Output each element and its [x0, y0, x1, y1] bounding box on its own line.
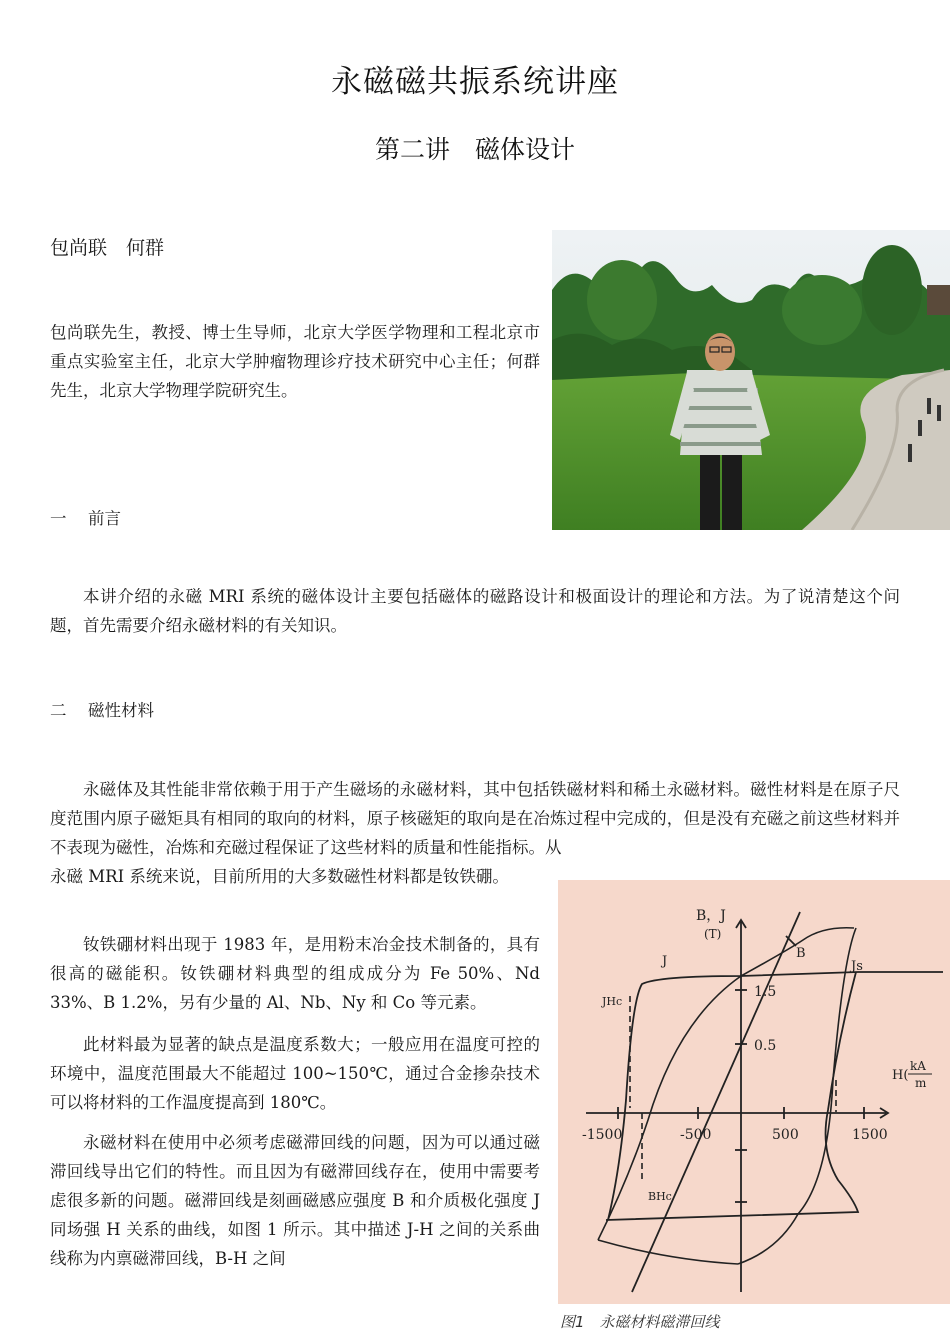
materials-paragraph-3: 此材料最为显著的缺点是温度系数大；一般应用在温度可控的环境中，温度范围最大不能超过 100~150℃，通过合金掺杂技术可以将材料的工作温度提高到 180℃。 — [50, 1035, 540, 1112]
x-tick-label: 1500 — [852, 1127, 888, 1143]
figure-caption: 图1 永磁材料磁滞回线 — [560, 1313, 720, 1331]
section-number: 一 — [50, 509, 67, 528]
author-bio: 包尚联先生，教授、博士生导师，北京大学医学物理和工程北京市重点实验室主任，北京大学肿瘤物理诊疗技术研究中心主任；何群先生，北京大学物理学院研究生。 — [50, 323, 540, 400]
section-title: 磁性材料 — [88, 701, 154, 720]
x-tick-label: 500 — [772, 1127, 799, 1143]
y-axis-unit: (T) — [704, 927, 722, 941]
hysteresis-figure — [558, 880, 950, 1304]
curve-label-b: B — [796, 946, 806, 961]
materials-paragraph-2: 钕铁硼材料出现于 1983 年，是用粉末冶金技术制备的，具有很高的磁能积。钕铁硼材料典型的组成成分为 Fe 50%、Nd 33%、B 1.2%，另有少量的 Al、Nb、Ny 和 Co 等元素。 — [50, 935, 540, 1012]
x-axis-label: H( — [892, 1068, 909, 1083]
y-tick-label: 1.5 — [754, 984, 777, 1000]
curve-label-bhc: BHc — [648, 1190, 672, 1203]
curve-label-j: J — [662, 954, 668, 969]
lecture-subtitle: 第二讲 磁体设计 — [374, 135, 575, 164]
x-tick-label: -500 — [680, 1127, 712, 1143]
author-photo — [552, 230, 950, 530]
section-number: 二 — [50, 701, 67, 720]
intro-paragraph: 本讲介绍的永磁 MRI 系统的磁体设计主要包括磁体的磁路设计和极面设计的理论和方法。为了说清楚这个问题，首先需要介绍永磁材料的有关知识。 — [50, 587, 900, 635]
x-axis-unit-num: kA — [910, 1059, 926, 1073]
curve-label-jhc: JHc — [602, 995, 623, 1008]
materials-paragraph-1-tail: 永磁 MRI 系统来说，目前所用的大多数磁性材料都是钕铁硼。 — [50, 867, 509, 886]
section-title: 前言 — [88, 509, 121, 528]
materials-paragraph-4: 永磁材料在使用中必须考虑磁滞回线的问题，因为可以通过磁滞回线导出它们的特性。而且因为有磁滞回线存在，使用中需要考虑很多新的问题。磁滞回线是刻画磁感应强度 B 和介质极化强度 J 同场强 H 关系的曲线，如图 1 所示。其中描述 J-H 之间的关系曲线称为内禀磁滞回线，B-H 之间 — [50, 1133, 540, 1268]
x-tick-label: -1500 — [582, 1127, 623, 1143]
materials-paragraph-1: 永磁体及其性能非常依赖于用于产生磁场的永磁材料，其中包括铁磁材料和稀土永磁材料。磁性材料是在原子尺度范围内原子磁矩具有相同的取向的材料，原子核磁矩的取向是在冶炼过程中完成的，但是没有充磁之前这些材料并不表现为磁性，冶炼和充磁过程保证了这些材料的质量和性能指标。从 — [50, 780, 900, 857]
section-heading-materials — [50, 697, 154, 721]
section-heading-preface — [50, 505, 121, 529]
x-axis-unit-den: m — [915, 1076, 927, 1090]
curve-label-js: Js — [851, 959, 863, 974]
author-names: 包尚联 何群 — [50, 237, 165, 259]
page-title: 永磁磁共振系统讲座 — [331, 64, 619, 100]
y-tick-label: 0.5 — [754, 1038, 777, 1054]
y-axis-label: B，J — [696, 908, 726, 924]
